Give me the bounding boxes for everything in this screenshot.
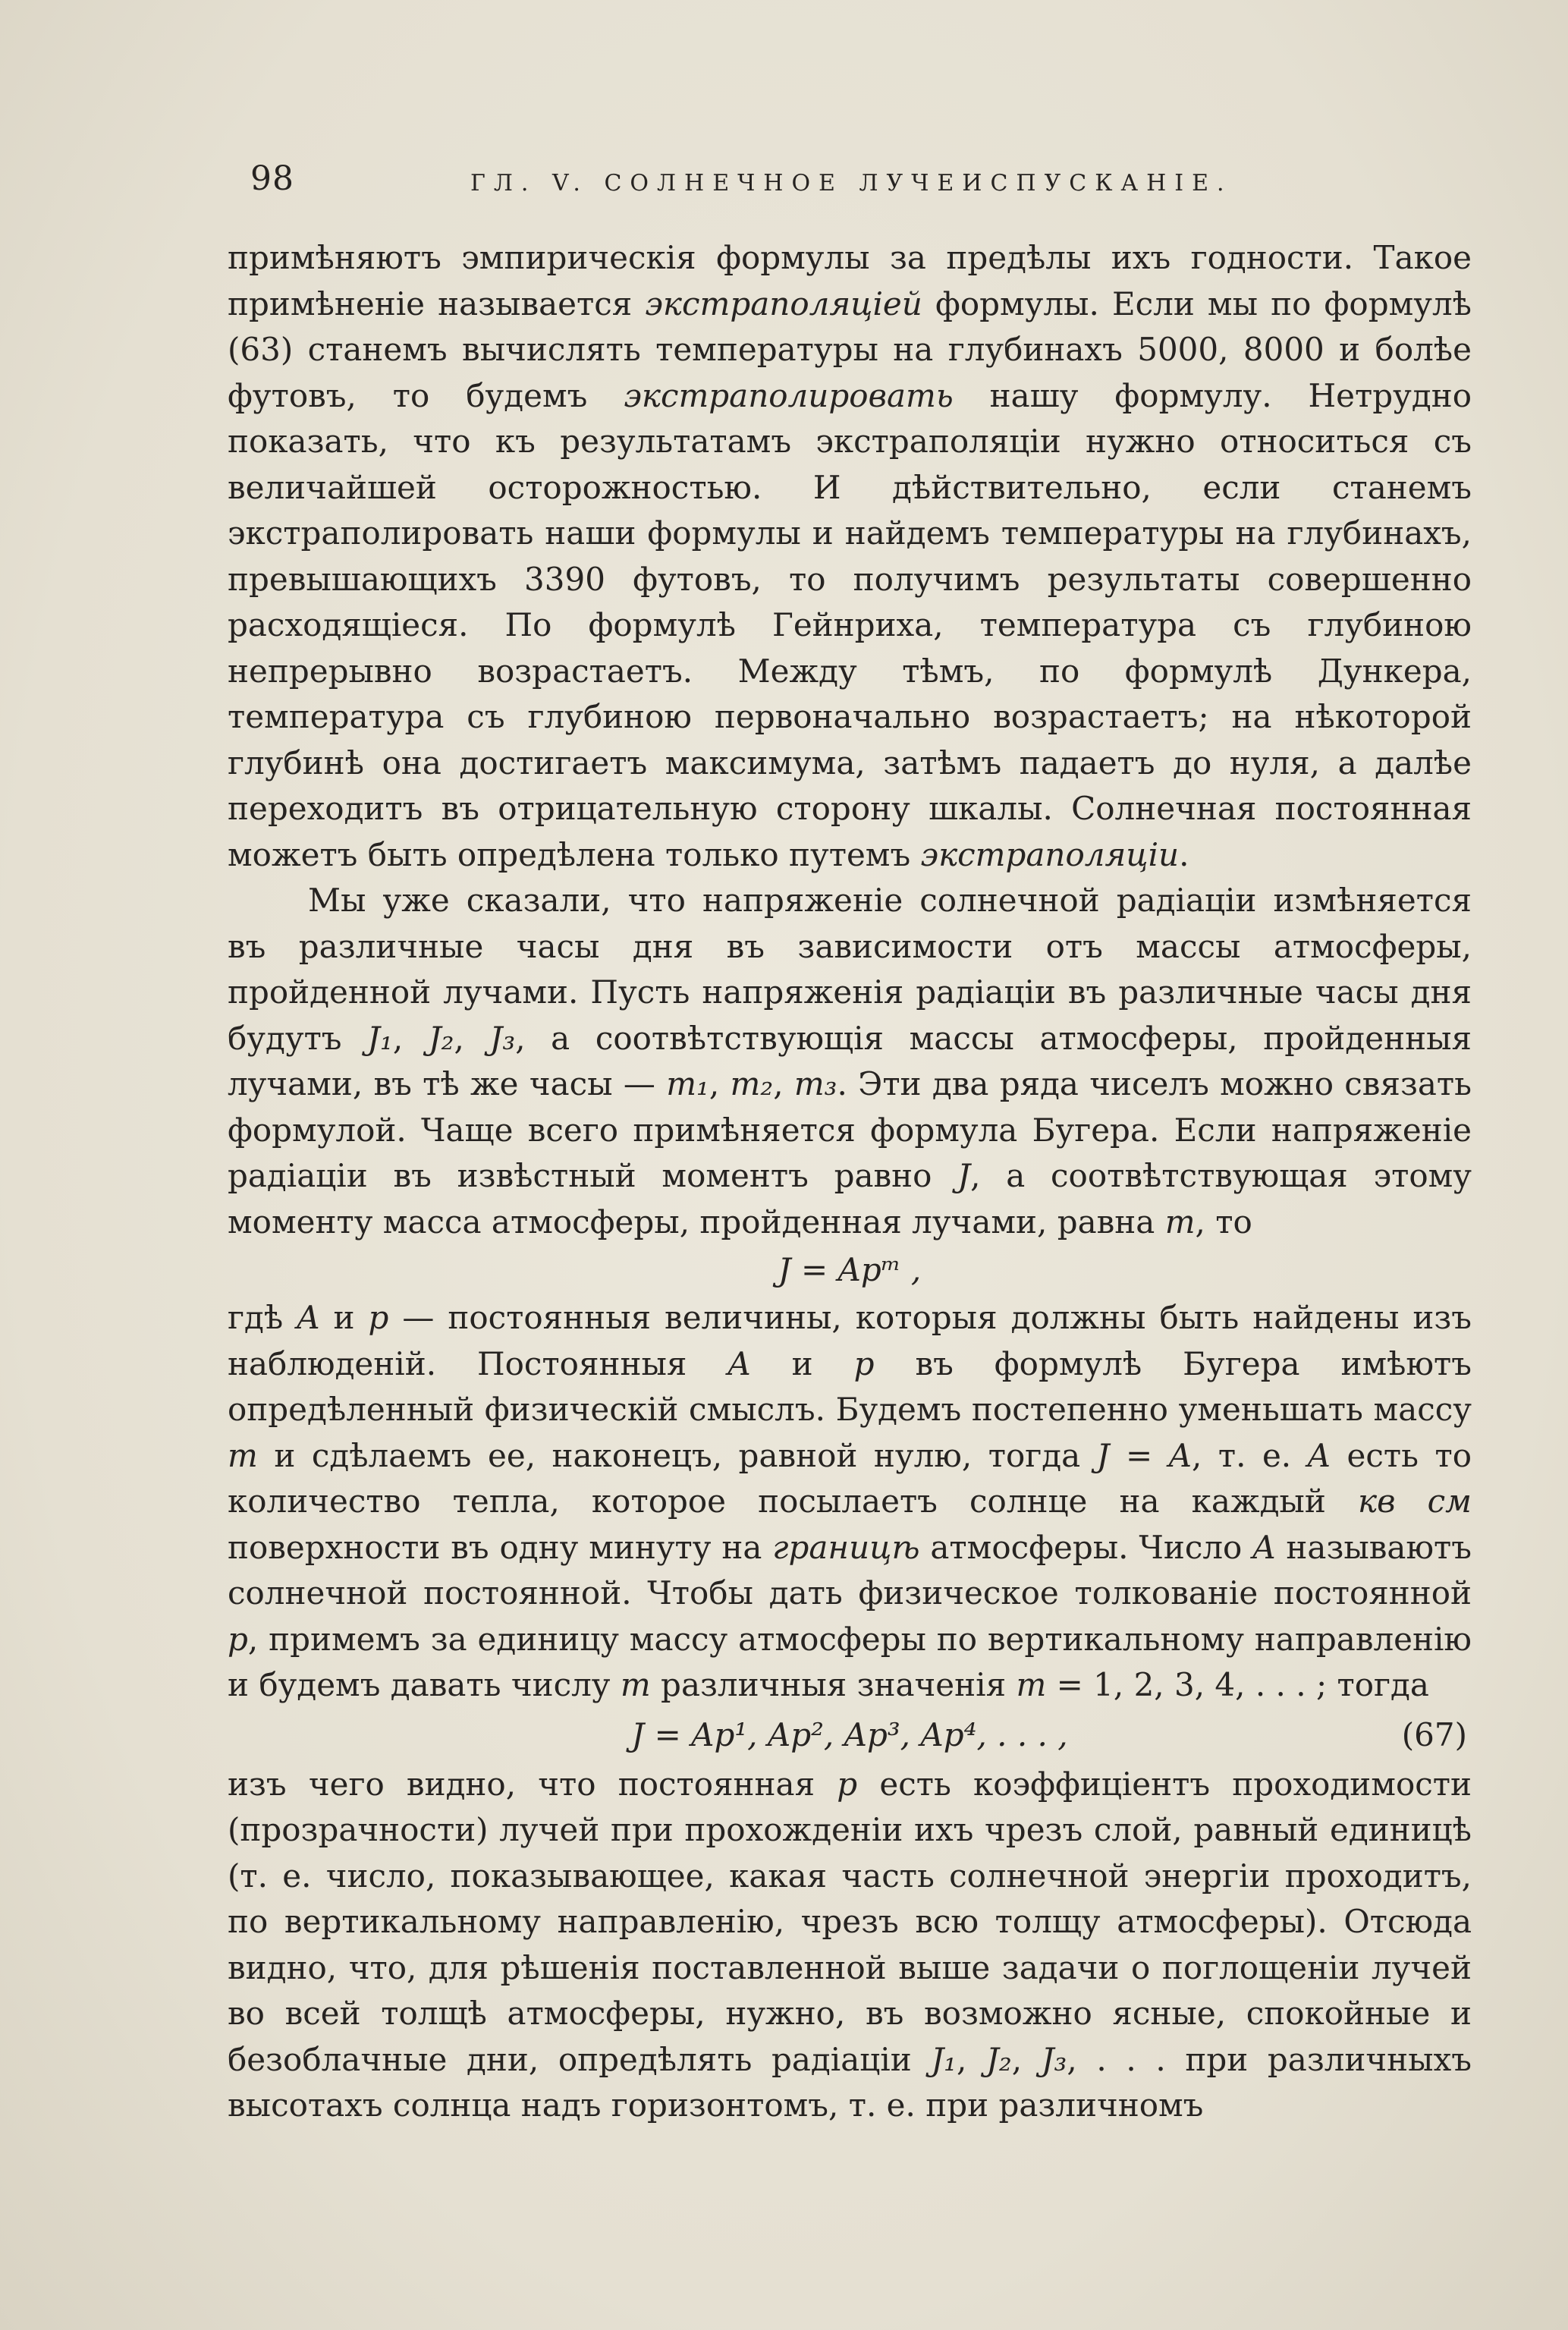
emphasis-term: кв см	[1357, 1483, 1472, 1520]
text-run: ,	[957, 2040, 987, 2078]
text-run: въ формулѣ Бугера имѣютъ опредѣленный физическій смыслъ. Будемъ постепенно уменьшать массу	[228, 1344, 1472, 1428]
math-var: J₂	[986, 2040, 1012, 2078]
emphasis-term: экстраполировать	[624, 376, 954, 414]
text-run: называютъ солнечной постоянной. Чтобы дать физическое толкованіе постоянной	[228, 1528, 1472, 1612]
text-run: гдѣ	[228, 1299, 297, 1336]
math-var: p	[853, 1344, 875, 1382]
text-run: , т. е.	[1192, 1436, 1308, 1474]
text-run: формулы. Если мы по формулѣ (63) станемъ вычислять температуры на глубинахъ 5000, 8000 и болѣе футовъ, то будемъ	[228, 285, 1472, 414]
text-run: — постоянныя величины, которыя должны быть найдены изъ наблюденій. Постоянныя	[228, 1299, 1472, 1382]
math-var: J = A	[1096, 1436, 1192, 1474]
text-run: изъ чего видно, что постоянная	[228, 1765, 837, 1803]
text-run: , то	[1195, 1203, 1252, 1240]
chapter-title: ГЛ. V. СОЛНЕЧНОЕ ЛУЧЕИСПУСКАНІЕ.	[470, 170, 1233, 197]
text-run: есть то количество тепла, которое посылаетъ солнце на каждый	[228, 1436, 1472, 1520]
math-var: J	[957, 1157, 971, 1194]
math-var: J₁	[931, 2040, 957, 2078]
text-run: есть коэффиціентъ проходимости (прозрачности) лучей при прохожденіи ихъ чрезъ слой, равный единицѣ (т. е. число, показывающее, какая часть солнечной энергіи проходитъ, по вертикальному направленію, чрезъ всю толщу атмосферы). Отсюда видно, что, для рѣшенія поставленной выше задачи о поглощеніи лучей во всей толщѣ атмосферы, нужно, въ возможно ясные, спокойные и безоблачные дни, опредѣлять радіаціи	[228, 1765, 1472, 2078]
math-var: m₃	[793, 1065, 837, 1102]
math-var: m	[1016, 1666, 1047, 1703]
text-run: различныя значенія	[650, 1666, 1017, 1703]
math-var: m₁	[666, 1065, 709, 1102]
paragraph-2	[228, 878, 1472, 1245]
text-run: нашу формулу. Нетрудно показать, что къ результатамъ экстраполяціи нужно относиться съ величайшей осторожностью. И дѣйствительно, если станемъ экстраполировать наши формулы и найдемъ температуры на глубинахъ, превышающихъ 3390 футовъ, то получимъ результаты совершенно расходящіеся. По формулѣ Гейнриха, температура съ глубиною непрерывно возрастаетъ. Между тѣмъ, по формулѣ Дункера, температура съ глубиною первоначально возрастаетъ; на нѣкоторой глубинѣ она достигаетъ максимума, затѣмъ падаетъ до нуля, а далѣе переходитъ въ отрицательную сторону шкалы. Солнечная постоянная можетъ быть опредѣлена только путемъ	[228, 376, 1472, 873]
text-run: = 1, 2, 3, 4, . . . ; тогда	[1046, 1666, 1429, 1703]
math-var: m	[1164, 1203, 1196, 1240]
formula-bouguer: J = Apᵐ ,	[778, 1251, 922, 1288]
text-run: и сдѣлаемъ ее, наконецъ, равной нулю, тогда	[257, 1436, 1097, 1474]
formula-67-text: J = Ap¹, Ap², Ap³, Ap⁴, . . . ,	[631, 1715, 1068, 1753]
text-run: ,	[392, 1019, 429, 1057]
text-run: . Эти два ряда чиселъ можно связать формулой. Чаще всего примѣняется формула Бугера. Если напряженіе радіаціи въ извѣстный моментъ равно	[228, 1065, 1472, 1194]
paragraph-3	[228, 1295, 1472, 1709]
text-run: атмосферы. Число	[919, 1528, 1253, 1566]
math-var: A	[297, 1299, 320, 1336]
math-var: A	[727, 1344, 751, 1382]
text-run: , . . . при различныхъ высотахъ солнца надъ горизонтомъ, т. е. при различномъ	[228, 2040, 1472, 2124]
running-head	[250, 159, 1494, 205]
math-var: p	[837, 1765, 858, 1803]
text-run: , а соотвѣтствующія массы атмосферы, пройденныя лучами, въ тѣ же часы —	[228, 1019, 1472, 1102]
text-run: ,	[1011, 2040, 1042, 2078]
page-number: 98	[250, 159, 294, 198]
formula-67	[228, 1709, 1472, 1762]
paragraph-1	[228, 235, 1472, 878]
text-run: , а соотвѣтствующая этому моменту масса атмосферы, пройденная лучами, равна	[228, 1157, 1472, 1240]
math-var: J₂	[428, 1019, 454, 1057]
math-var: p	[228, 1620, 248, 1658]
text-run: ,	[709, 1065, 731, 1102]
text-run: и	[750, 1344, 854, 1382]
text-run: ,	[773, 1065, 794, 1102]
text-run: примѣняютъ эмпирическія формулы за предѣлы ихъ годности. Такое примѣненіе называется	[228, 239, 1472, 322]
paragraph-4	[228, 1762, 1472, 2129]
math-var: m	[620, 1666, 651, 1703]
math-var: J₃	[1041, 2040, 1067, 2078]
math-var: J₁	[367, 1019, 393, 1057]
math-var: p	[368, 1299, 389, 1336]
math-var: A	[1307, 1436, 1331, 1474]
text-run: , примемъ за единицу массу атмосферы по вертикальному направленію и будемъ давать числу	[228, 1620, 1472, 1703]
text-run: .	[1179, 835, 1189, 873]
math-var: J₃	[489, 1019, 516, 1057]
math-var: m	[228, 1436, 258, 1474]
emphasis-term: границѣ	[772, 1528, 920, 1566]
equation-number: (67)	[1401, 1715, 1467, 1753]
text-run: и	[319, 1299, 369, 1336]
emphasis-term: экстраполяціи	[920, 835, 1180, 873]
emphasis-term: экстраполяціей	[645, 285, 922, 322]
math-var: m₂	[730, 1065, 774, 1102]
math-var: A	[1252, 1528, 1276, 1566]
text-run: поверхности въ одну минуту на	[228, 1528, 773, 1566]
text-run: Мы уже сказали, что напряженіе солнечной радіаціи измѣняется въ различные часы дня въ зависимости отъ массы атмосферы, пройденной лучами. Пусть напряженія радіаціи въ различные часы дня будутъ	[228, 882, 1472, 1057]
text-run: ,	[454, 1019, 490, 1057]
page-body	[228, 235, 1472, 2129]
